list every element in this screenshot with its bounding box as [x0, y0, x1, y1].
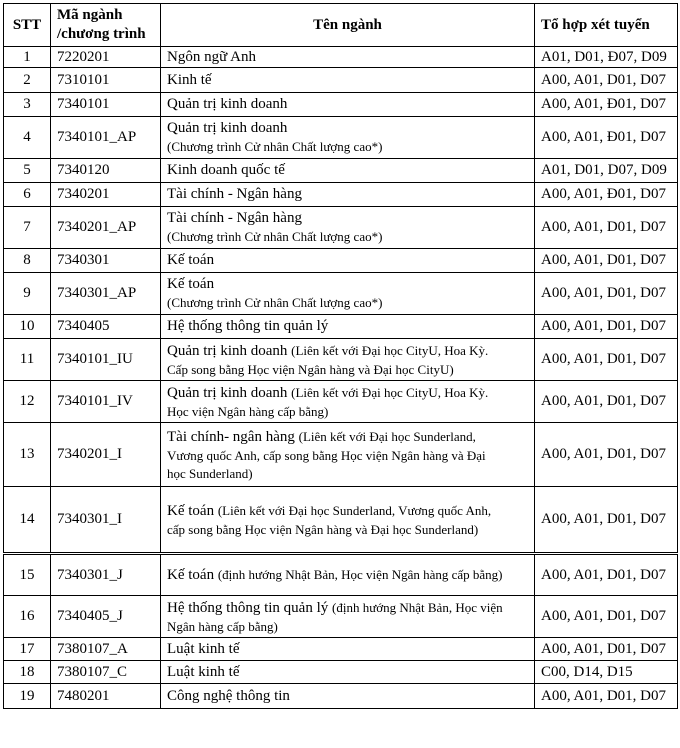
row-name-note: (Chương trình Cử nhân Chất lượng cao*)	[167, 229, 383, 244]
row-code: 7340301	[51, 249, 161, 273]
row-name	[161, 596, 535, 638]
row-stt: 5	[4, 159, 51, 183]
row-name	[161, 93, 535, 117]
table-row	[4, 638, 678, 661]
row-code: 7310101	[51, 68, 161, 93]
row-name-main: Quản trị kinh doanh	[167, 384, 288, 401]
table-row	[4, 207, 678, 249]
row-combo: A00, A01, Đ01, D07	[535, 117, 678, 159]
row-combo: A01, D01, Đ07, D09	[535, 47, 678, 68]
row-name-main: Hệ thống thông tin quản lý	[167, 318, 329, 334]
row-name-main: Hệ thống thông tin quản lý	[167, 599, 329, 616]
row-name	[161, 684, 535, 709]
row-name	[161, 339, 535, 381]
row-name	[161, 554, 535, 596]
row-stt: 16	[4, 596, 51, 638]
row-combo: A00, A01, D01, D07	[535, 249, 678, 273]
row-name-main: Tài chính- ngân hàng	[167, 428, 295, 445]
row-name-line2: cấp song bằng Học viện Ngân hàng và Đại học Sunderland)	[167, 521, 479, 537]
row-code: 7340101	[51, 93, 161, 117]
row-stt: 6	[4, 183, 51, 207]
row-name	[161, 487, 535, 554]
table-row	[4, 68, 678, 93]
row-combo: A00, A01, D01, D07	[535, 207, 678, 249]
row-name-line2: Cấp song bằng Học viện Ngân hàng và Đại học CityU)	[167, 361, 454, 377]
row-name-main: Tài chính - Ngân hàng	[167, 186, 302, 202]
table-row	[4, 47, 678, 68]
row-code: 7340120	[51, 159, 161, 183]
table-row	[4, 554, 678, 596]
row-stt: 14	[4, 487, 51, 554]
row-name-line3: học Sunderland)	[167, 465, 253, 481]
row-name-extra: (Liên kết với Đại học Sunderland,	[298, 428, 476, 444]
row-name	[161, 315, 535, 339]
row-combo: A00, A01, D01, D07	[535, 684, 678, 709]
row-name	[161, 47, 535, 68]
row-stt: 12	[4, 381, 51, 423]
table-row	[4, 339, 678, 381]
row-combo: A00, A01, Đ01, D07	[535, 93, 678, 117]
row-code: 7380107_A	[51, 638, 161, 661]
row-name-main: Kế toán	[167, 276, 215, 292]
row-name-extra: (định hướng Nhật Bản, Học viện Ngân hàng cấp bằng)	[217, 567, 503, 582]
row-code: 7340201_I	[51, 423, 161, 487]
row-name-main: Công nghệ thông tin	[167, 687, 290, 704]
row-combo: A00, A01, D01, D07	[535, 596, 678, 638]
row-name-main: Tài chính - Ngân hàng	[167, 210, 302, 226]
row-combo: A00, A01, D01, D07	[535, 638, 678, 661]
row-combo: A00, A01, D01, D07	[535, 68, 678, 93]
header-code-line2: /chương trình	[57, 26, 146, 42]
row-stt: 10	[4, 315, 51, 339]
row-combo: A00, A01, D01, D07	[535, 487, 678, 554]
table-row	[4, 93, 678, 117]
row-stt: 1	[4, 47, 51, 68]
row-combo: A00, A01, D01, D07	[535, 423, 678, 487]
row-code: 7340101_IU	[51, 339, 161, 381]
row-name-note: (Chương trình Cử nhân Chất lượng cao*)	[167, 139, 383, 154]
row-stt: 8	[4, 249, 51, 273]
table-row	[4, 684, 678, 709]
row-name-extra: (Liên kết với Đại học CityU, Hoa Kỳ.	[291, 384, 489, 400]
table-row	[4, 249, 678, 273]
header-code	[51, 4, 161, 47]
row-name	[161, 117, 535, 159]
admission-table	[3, 3, 678, 709]
row-code: 7340101_AP	[51, 117, 161, 159]
row-code: 7340101_IV	[51, 381, 161, 423]
row-name	[161, 638, 535, 661]
row-stt: 3	[4, 93, 51, 117]
row-name	[161, 661, 535, 684]
row-stt: 9	[4, 273, 51, 315]
row-name-main: Luật kinh tế	[167, 663, 240, 680]
row-name-note: (Chương trình Cử nhân Chất lượng cao*)	[167, 295, 383, 310]
row-name-extra: (Liên kết với Đại học CityU, Hoa Kỳ.	[291, 342, 489, 358]
row-stt: 13	[4, 423, 51, 487]
row-name-main: Kinh tế	[167, 71, 212, 88]
row-code: 7340405_J	[51, 596, 161, 638]
table-row	[4, 273, 678, 315]
row-name	[161, 381, 535, 423]
row-code: 7340301_J	[51, 554, 161, 596]
row-name	[161, 207, 535, 249]
header-stt: STT	[4, 4, 51, 47]
row-name	[161, 273, 535, 315]
table-row	[4, 661, 678, 684]
row-code: 7340201	[51, 183, 161, 207]
row-name-main: Kế toán	[167, 567, 215, 583]
row-code: 7340201_AP	[51, 207, 161, 249]
row-name	[161, 423, 535, 487]
row-combo: A00, A01, Đ01, D07	[535, 183, 678, 207]
table-row	[4, 381, 678, 423]
row-name	[161, 159, 535, 183]
row-name-main: Kế toán	[167, 502, 215, 519]
row-stt: 19	[4, 684, 51, 709]
row-code: 7340301_I	[51, 487, 161, 554]
row-stt: 4	[4, 117, 51, 159]
header-row	[4, 4, 678, 47]
row-name	[161, 68, 535, 93]
row-code: 7220201	[51, 47, 161, 68]
table-row	[4, 315, 678, 339]
table-row	[4, 183, 678, 207]
row-name-main: Kế toán	[167, 252, 215, 268]
row-combo: A00, A01, D01, D07	[535, 339, 678, 381]
row-name-main: Luật kinh tế	[167, 640, 240, 657]
row-name-line2: Vương quốc Anh, cấp song bằng Học viện Ngân hàng và Đại	[167, 447, 486, 463]
row-name-main: Quản trị kinh doanh	[167, 342, 288, 359]
row-combo: A00, A01, D01, D07	[535, 554, 678, 596]
row-name-main: Quản trị kinh doanh	[167, 120, 288, 136]
row-name-extra: (Liên kết với Đại học Sunderland, Vương quốc Anh,	[217, 502, 492, 518]
row-stt: 18	[4, 661, 51, 684]
table-body	[4, 47, 678, 709]
row-stt: 17	[4, 638, 51, 661]
row-stt: 2	[4, 68, 51, 93]
row-name	[161, 249, 535, 273]
table-row	[4, 423, 678, 487]
header-name: Tên ngành	[161, 4, 535, 47]
table-row	[4, 117, 678, 159]
row-name-main: Kinh doanh quốc tế	[167, 162, 285, 178]
row-combo: A00, A01, D01, D07	[535, 381, 678, 423]
row-code: 7340301_AP	[51, 273, 161, 315]
row-combo: A00, A01, D01, D07	[535, 315, 678, 339]
row-name	[161, 183, 535, 207]
row-name-main: Quản trị kinh doanh	[167, 96, 288, 112]
row-code: 7380107_C	[51, 661, 161, 684]
row-name-line2: Học viện Ngân hàng cấp bằng)	[167, 403, 329, 419]
row-code: 7480201	[51, 684, 161, 709]
table-row	[4, 487, 678, 554]
row-stt: 7	[4, 207, 51, 249]
row-name-extra: (định hướng Nhật Bản, Học viện	[332, 599, 503, 615]
table-row	[4, 596, 678, 638]
row-name-line2: Ngân hàng cấp bằng)	[167, 618, 278, 634]
row-stt: 15	[4, 554, 51, 596]
header-combo: Tổ hợp xét tuyển	[535, 4, 678, 47]
header-code-line1: Mã ngành	[57, 7, 123, 23]
row-name-main: Ngôn ngữ Anh	[167, 48, 256, 65]
row-combo: C00, D14, D15	[535, 661, 678, 684]
row-combo: A00, A01, D01, D07	[535, 273, 678, 315]
row-combo: A01, D01, D07, D09	[535, 159, 678, 183]
row-stt: 11	[4, 339, 51, 381]
table-row	[4, 159, 678, 183]
row-code: 7340405	[51, 315, 161, 339]
